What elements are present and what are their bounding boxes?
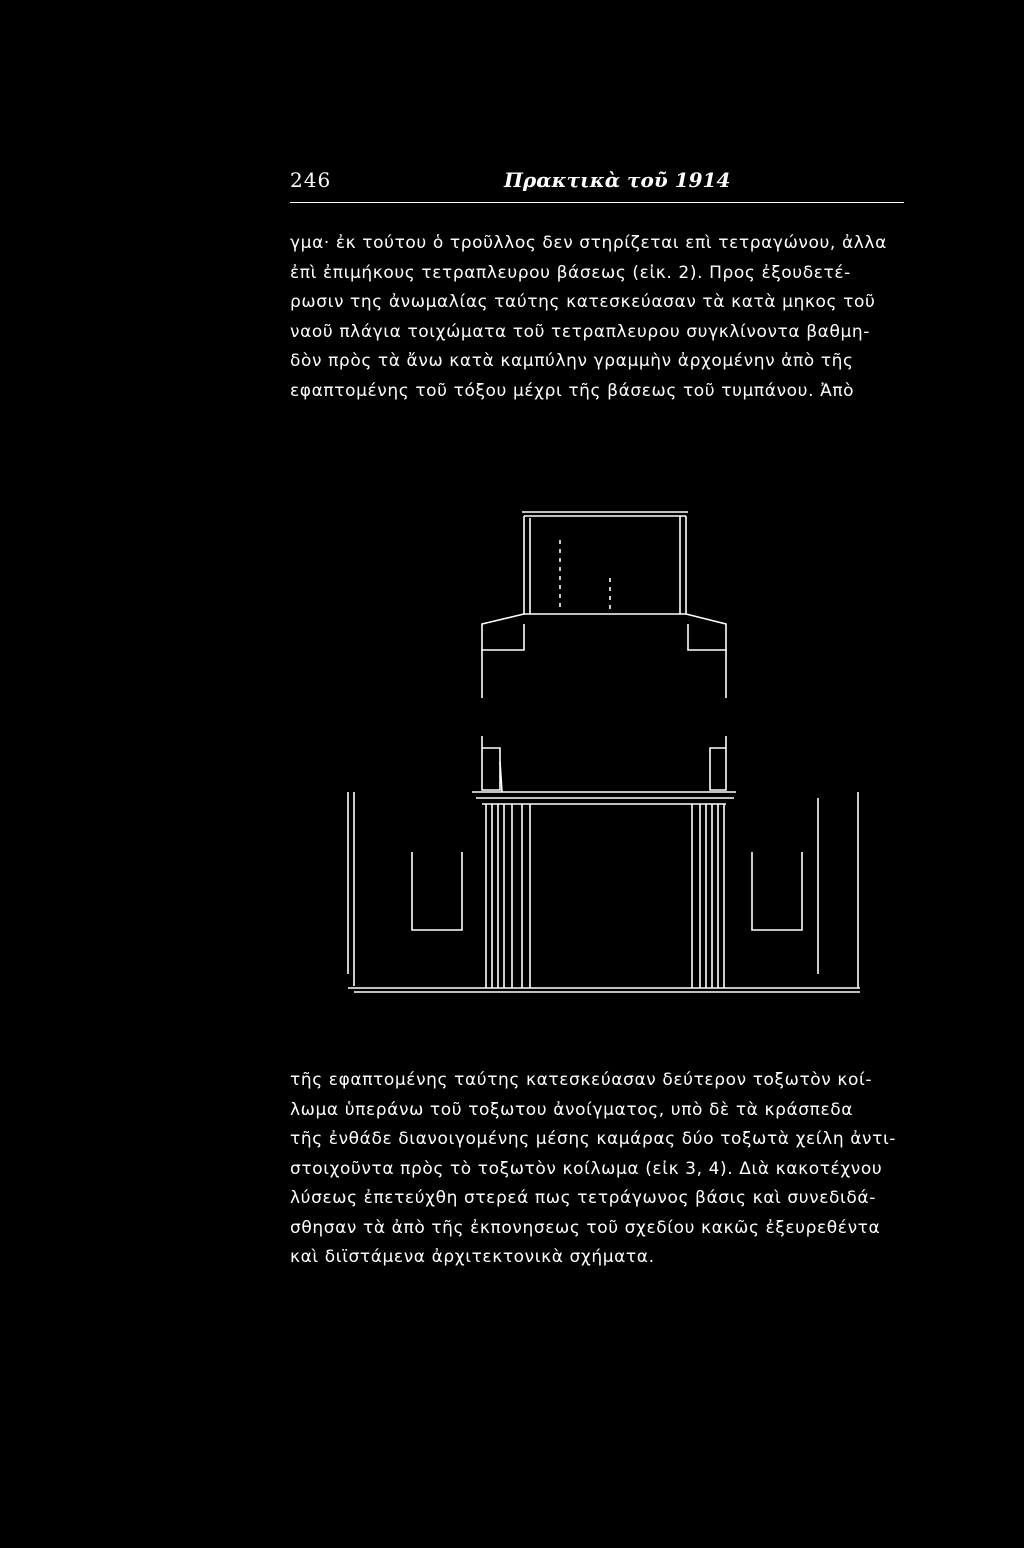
header-rule [290,202,904,203]
right-capital-block [710,736,726,790]
text-line: καὶ διϊστάμενα ἀρχιτεκτονικὰ σχήματα. [290,1247,655,1267]
text-line: στοιχοῦντα πρὸς τὸ τοξωτὸν κοίλωμα (εἰκ 3, 4). Διὰ κακοτέχνου [290,1158,883,1179]
text-line: γμα· ἐκ τούτου ὁ τροῦλλος δεν στηρίζεται επὶ τετραγώνου, ἀλλα [290,233,887,253]
page-header [290,168,904,198]
page-number: 246 [290,168,332,192]
text-line: εφαπτομένης τοῦ τόξου μέχρι τῆς βάσεως τοῦ τυμπάνου. Ἀπὸ [290,380,855,401]
upper-left-shoulder [482,614,524,650]
running-title: Πρακτικὰ τοῦ 1914 [504,168,731,192]
text-line: τῆς εφαπτομένης ταύτης κατεσκεύασαν δεύτερον τοξωτὸν κοί- [290,1070,873,1090]
text-line: λύσεως ἐπετεύχθη στερεά πως τετράγωνος βάσις καὶ συνεδιδά- [290,1188,876,1208]
upper-right-shoulder [686,614,726,650]
left-capital-block [482,736,500,790]
right-niche [752,852,802,930]
left-niche [412,852,462,930]
text-line: ρωσιν της ἀνωμαλίας ταύτης κατεσκεύασαν τὰ κατὰ μηκος τοῦ [290,292,876,312]
text-line: ἐπὶ ἐπιμήκους τετραπλευρου βάσεως (εἰκ. 2). Προς ἐξουδετέ- [290,262,851,283]
text-line: σθησαν τὰ ἀπὸ τῆς ἐκπονησεως τοῦ σχεδίου κακῶς ἐξευρεθέντα [290,1217,881,1238]
text-line: ναοῦ πλάγια τοιχώματα τοῦ τετραπλευρου συγκλίνοντα βαθμη- [290,321,870,342]
paragraph-bottom [290,1066,910,1273]
paragraph-top [290,229,910,406]
architectural-section-drawing-icon [340,500,870,1000]
text-line: τῆς ἐνθάδε διανοιγομένης μέσης καμάρας δύο τοξωτὰ χείλη ἀντι- [290,1129,897,1149]
text-line: λωμα ὑπεράνω τοῦ τοξωτου ἀνοίγματος, υπὸ δὲ τὰ κράσπεδα [290,1099,854,1120]
section-drawing-svg [340,500,870,1000]
text-line: δὸν πρὸς τὰ ἄνω κατὰ καμπύλην γραμμὴν ἀρχομένην ἀπὸ τῆς [290,351,854,371]
